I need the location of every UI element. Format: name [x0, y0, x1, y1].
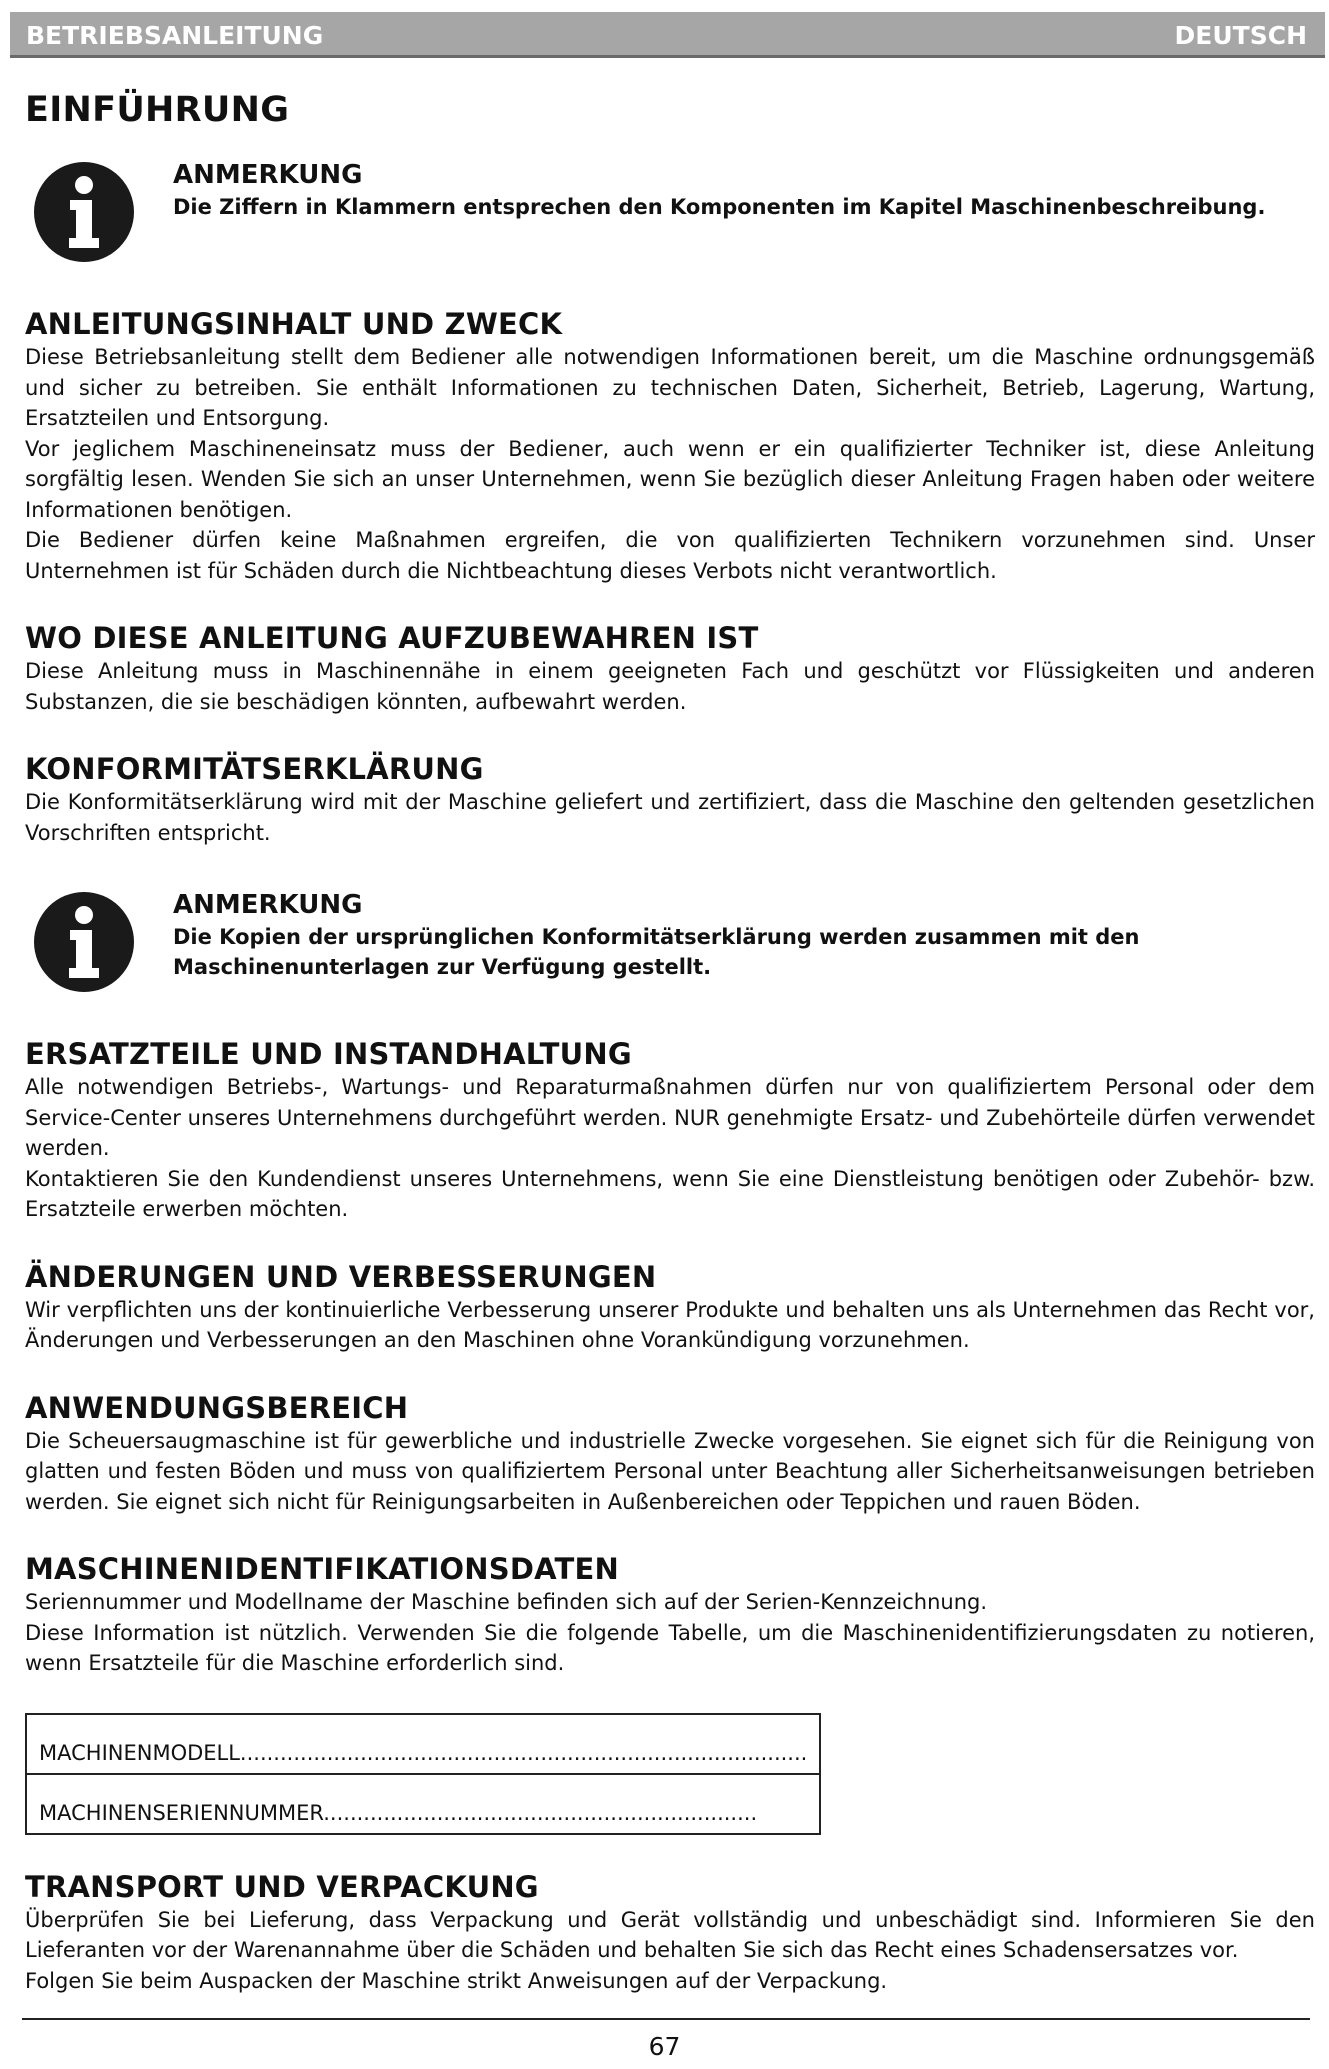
page-content — [25, 90, 1315, 1996]
section-konformitaet — [25, 751, 1315, 848]
paragraph: Kontaktieren Sie den Kundendienst unseres Unternehmens, wenn Sie eine Dienstleistung benötigen oder Zubehör- bzw. Ersatzteile erwerben möchten. — [25, 1166, 1315, 1221]
section-title: ANWENDUNGSBEREICH — [25, 1390, 409, 1425]
note-body: Die Kopien der ursprünglichen Konformitätserklärung werden zusammen mit den Maschinenunterlagen zur Verfügung gestellt. — [173, 925, 1140, 979]
page-header — [10, 12, 1325, 58]
section-title: ANLEITUNGSINHALT UND ZWECK — [25, 307, 563, 341]
paragraph: Überprüfen Sie bei Lieferung, dass Verpackung und Gerät vollständig und unbeschädigt sind. Informieren Sie den Lieferanten vor der Warenannahme über die Schäden und behalten Sie sich das Recht eines Schadensersatzes vor. — [25, 1907, 1315, 1962]
section-title: TRANSPORT UND VERPACKUNG — [25, 1869, 539, 1904]
header-language: DEUTSCH — [1174, 21, 1307, 50]
section-title: ÄNDERUNGEN UND VERBESSERUNGEN — [25, 1259, 657, 1294]
page-number: 67 — [648, 2032, 681, 2061]
paragraph: Wir verpflichten uns der kontinuierliche Verbesserung unserer Produkte und behalten uns als Unternehmen das Recht vor, Änderungen und Verbesserungen an den Maschinen ohne Vorankündigung vorzunehmen. — [25, 1297, 1315, 1352]
paragraph: Seriennummer und Modellname der Maschine befinden sich auf der Serien-Kennzeichnung. — [25, 1590, 988, 1614]
machine-id-table — [25, 1713, 821, 1835]
section-title: WO DIESE ANLEITUNG AUFZUBEWAHREN IST — [25, 621, 759, 655]
section-anleitungsinhalt — [25, 306, 1315, 586]
table-row — [26, 1774, 820, 1834]
footer-divider — [22, 2018, 1310, 2020]
paragraph: Die Konformitätserklärung wird mit der Maschine geliefert und zertifiziert, dass die Maschine den geltenden gesetzlichen Vorschriften entspricht. — [25, 790, 1315, 845]
section-aenderungen — [25, 1259, 1315, 1356]
section-ersatzteile — [25, 1036, 1315, 1225]
info-icon — [32, 890, 136, 994]
paragraph: Diese Anleitung muss in Maschinennähe in einem geeigneten Fach und geschützt vor Flüssigkeiten und anderen Substanzen, die sie beschädigen könnten, aufbewahrt werden. — [25, 659, 1315, 714]
paragraph: Die Scheuersaugmaschine ist für gewerbliche und industrielle Zwecke vorgesehen. Sie eignet sich für die Reinigung von glatten und festen Böden und muss von qualifiziertem Personal unter Beachtung aller Sicherheitsanweisungen betrieben werden. Sie eignet sich nicht für Reinigungsarbeiten in Außenbereichen oder Teppichen und rauen Böden. — [25, 1428, 1315, 1514]
note-box — [25, 888, 1315, 996]
info-icon — [32, 160, 136, 264]
section-title: ERSATZTEILE UND INSTANDHALTUNG — [25, 1037, 632, 1071]
section-title: KONFORMITÄTSERKLÄRUNG — [25, 752, 484, 786]
paragraph: Diese Betriebsanleitung stellt dem Bediener alle notwendigen Informationen bereit, um die Maschine ordnungsgemäß und sicher zu betreiben. Sie enthält Informationen zu technischen Daten, Sicherheit, Betrieb, Lagerung, Wartung, Ersatzteilen und Entsorgung. — [25, 345, 1315, 430]
section-anwendungsbereich — [25, 1390, 1315, 1518]
note-title: ANMERKUNG — [173, 160, 363, 190]
page-title: EINFÜHRUNG — [25, 90, 290, 130]
paragraph: Folgen Sie beim Auspacken der Maschine strikt Anweisungen auf der Verpackung. — [25, 1968, 888, 1993]
paragraph: Alle notwendigen Betriebs-, Wartungs- und Reparaturmaßnahmen dürfen nur von qualifiziertem Personal oder dem Service-Center unseres Unternehmens durchgeführt werden. NUR genehmigte Ersatz- und Zubehörteile dürfen verwendet werden. — [25, 1075, 1315, 1160]
paragraph: Diese Information ist nützlich. Verwenden Sie die folgende Tabelle, um die Maschinenidentifizierungsdaten zu notieren, wenn Ersatzteile für die Maschine erforderlich sind. — [25, 1620, 1315, 1675]
note-body: Die Ziffern in Klammern entsprechen den Komponenten im Kapitel Maschinenbeschreibung. — [173, 195, 1266, 219]
section-identifikation — [25, 1551, 1315, 1679]
note-title: ANMERKUNG — [173, 890, 363, 920]
header-manual-title: BETRIEBSANLEITUNG — [26, 21, 324, 50]
note-box — [25, 158, 1315, 266]
section-title: MASCHINENIDENTIFIKATIONSDATEN — [25, 1552, 619, 1586]
paragraph: Vor jeglichem Maschineneinsatz muss der Bediener, auch wenn er ein qualifizierter Techniker ist, diese Anleitung sorgfältig lesen. Wenden Sie sich an unser Unternehmen, wenn Sie bezüglich dieser Anleitung Fragen haben oder weitere Informationen benötigen. — [25, 436, 1315, 522]
section-transport — [25, 1869, 1315, 1997]
section-aufbewahren — [25, 620, 1315, 717]
paragraph: Die Bediener dürfen keine Maßnahmen ergreifen, die von qualifizierten Technikern vorzunehmen sind. Unser Unternehmen ist für Schäden durch die Nichtbeachtung dieses Verbots nicht verantwortlich. — [25, 528, 1315, 583]
table-row — [26, 1714, 820, 1774]
machine-serial-field[interactable]: MACHINENSERIENNUMMER................................................................. — [26, 1774, 820, 1834]
machine-model-field[interactable]: MACHINENMODELL..................................................................................... — [26, 1714, 820, 1774]
